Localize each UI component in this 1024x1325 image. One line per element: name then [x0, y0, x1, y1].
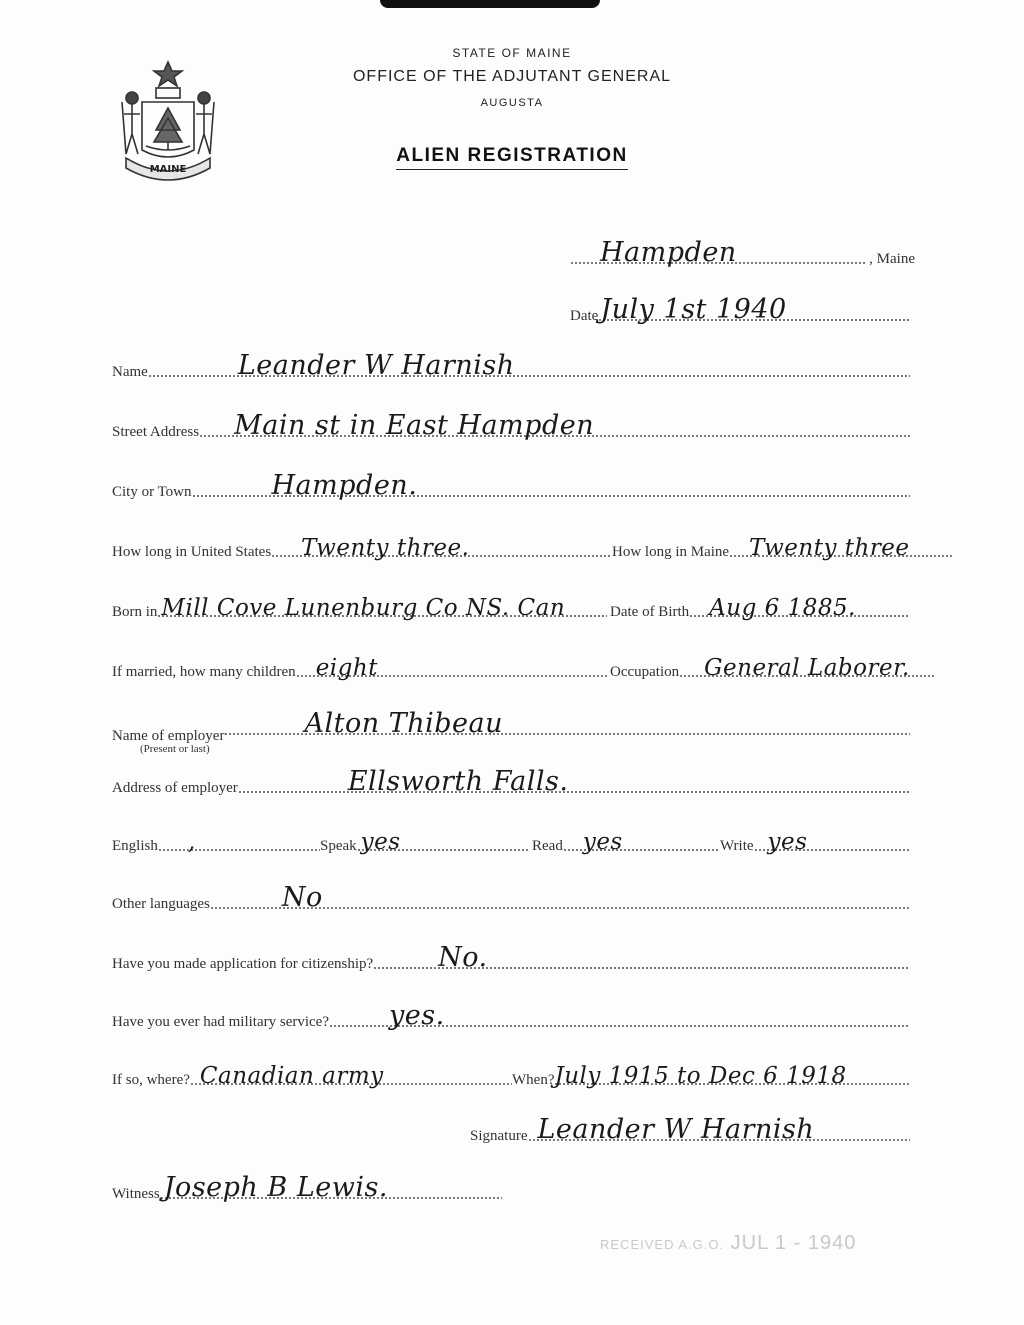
seal-lettering: MAINE	[149, 164, 187, 175]
scan-edge-mark	[380, 0, 600, 8]
employer-name-field	[224, 708, 910, 739]
when-label: When?	[512, 1072, 555, 1088]
date-of-birth-label: Date of Birth	[610, 604, 690, 620]
english-value: ,	[187, 829, 196, 855]
born-in-value: Mill Cove Lunenburg Co NS. Can	[161, 595, 566, 621]
how-long-maine-value: Twenty three	[749, 535, 910, 561]
citizenship-value: No.	[438, 942, 488, 973]
employer-name-value: Alton Thibeau	[304, 708, 503, 739]
witness-row	[112, 1172, 502, 1203]
read-field	[563, 829, 718, 855]
military-field	[329, 1000, 910, 1031]
occupation-label: Occupation	[610, 664, 680, 680]
employer-name-sublabel: (Present or last)	[140, 743, 210, 755]
header-office: OFFICE OF THE ADJUTANT GENERAL	[352, 68, 672, 85]
citizenship-row	[112, 942, 910, 973]
street-address-label: Street Address	[112, 424, 200, 440]
street-address-row	[112, 410, 910, 441]
how-long-us-value: Twenty three.	[301, 535, 470, 561]
name-value: Leander W Harnish	[237, 350, 515, 381]
speak-value: yes	[360, 829, 401, 855]
how-long-us-row	[112, 535, 612, 561]
signature-value: Leander W Harnish	[537, 1114, 815, 1145]
when-field	[554, 1063, 910, 1089]
name-label: Name	[112, 364, 148, 380]
date-label: Date	[570, 308, 599, 324]
name-field	[148, 350, 910, 381]
citizenship-field	[373, 942, 910, 973]
where-row	[112, 1063, 512, 1089]
date-value: July 1st 1940	[600, 294, 787, 325]
other-languages-value: No	[281, 882, 323, 913]
citizenship-label: Have you made application for citizenship?	[112, 956, 374, 972]
when-row	[512, 1063, 910, 1089]
employer-name-label-text: Name of employer	[112, 728, 225, 744]
city-label: City or Town	[112, 484, 192, 500]
children-label: If married, how many children	[112, 664, 296, 680]
write-label: Write	[720, 838, 754, 854]
where-label: If so, where?	[112, 1072, 190, 1088]
signature-field	[528, 1114, 911, 1145]
employer-name-label	[112, 728, 224, 755]
write-row	[720, 829, 910, 855]
english-row	[112, 829, 320, 855]
how-long-maine-label: How long in Maine	[612, 544, 730, 560]
occupation-value: General Laborer.	[704, 655, 910, 681]
speak-field	[357, 829, 530, 855]
city-value: Hampden.	[271, 470, 418, 501]
employer-name-row	[112, 708, 910, 755]
military-label: Have you ever had military service?	[112, 1014, 329, 1030]
when-value: July 1915 to Dec 6 1918	[554, 1063, 847, 1089]
header-city: AUGUSTA	[480, 97, 544, 109]
date-row	[570, 294, 910, 325]
born-in-field	[157, 595, 607, 621]
where-field	[190, 1063, 512, 1089]
form-title: ALIEN REGISTRATION	[396, 145, 627, 170]
speak-row	[320, 829, 530, 855]
city-field	[192, 470, 910, 501]
signature-row	[470, 1114, 910, 1145]
other-languages-field	[210, 882, 910, 913]
children-field	[296, 655, 607, 681]
english-field	[158, 829, 320, 855]
occupation-row	[610, 655, 935, 681]
how-long-us-label: How long in United States	[112, 544, 272, 560]
received-stamp	[600, 1232, 856, 1255]
how-long-maine-field	[729, 535, 952, 561]
military-value: yes.	[389, 1000, 445, 1031]
children-value: eight	[315, 655, 378, 681]
born-in-label: Born in	[112, 604, 158, 620]
english-label: English	[112, 838, 158, 854]
date-of-birth-field	[689, 595, 910, 621]
employer-address-row	[112, 766, 910, 797]
street-address-field	[199, 410, 910, 441]
date-of-birth-row	[610, 595, 910, 621]
read-value: yes	[582, 829, 623, 855]
employer-address-value: Ellsworth Falls.	[347, 766, 569, 797]
witness-field	[160, 1172, 502, 1203]
signature-label: Signature	[470, 1128, 528, 1144]
town-row	[570, 237, 915, 268]
write-field	[754, 829, 910, 855]
employer-address-field	[238, 766, 910, 797]
children-row	[112, 655, 607, 681]
born-in-row	[112, 595, 607, 621]
where-value: Canadian army	[199, 1063, 384, 1089]
write-value: yes	[767, 829, 808, 855]
read-label: Read	[532, 838, 563, 854]
read-row	[532, 829, 718, 855]
town-suffix: , Maine	[869, 251, 915, 267]
how-long-us-field	[271, 535, 612, 561]
witness-label: Witness	[112, 1186, 160, 1202]
date-of-birth-value: Aug 6 1885.	[709, 595, 856, 621]
date-field	[598, 294, 910, 325]
witness-value: Joseph B Lewis.	[163, 1172, 388, 1203]
how-long-maine-row	[612, 535, 952, 561]
speak-label: Speak	[320, 838, 357, 854]
occupation-field	[679, 655, 935, 681]
other-languages-row	[112, 882, 910, 913]
employer-address-label: Address of employer	[112, 780, 238, 796]
stamp-date: JUL 1 - 1940	[730, 1232, 857, 1254]
name-row	[112, 350, 910, 381]
other-languages-label: Other languages	[112, 896, 210, 912]
header-state: STATE OF MAINE	[452, 46, 572, 60]
stamp-received-text: RECEIVED A.G.O.	[600, 1237, 725, 1252]
town-value: Hampden	[600, 237, 737, 268]
military-row	[112, 1000, 910, 1031]
town-field	[570, 237, 865, 268]
street-address-value: Main st in East Hampden	[234, 410, 595, 441]
city-row	[112, 470, 910, 501]
